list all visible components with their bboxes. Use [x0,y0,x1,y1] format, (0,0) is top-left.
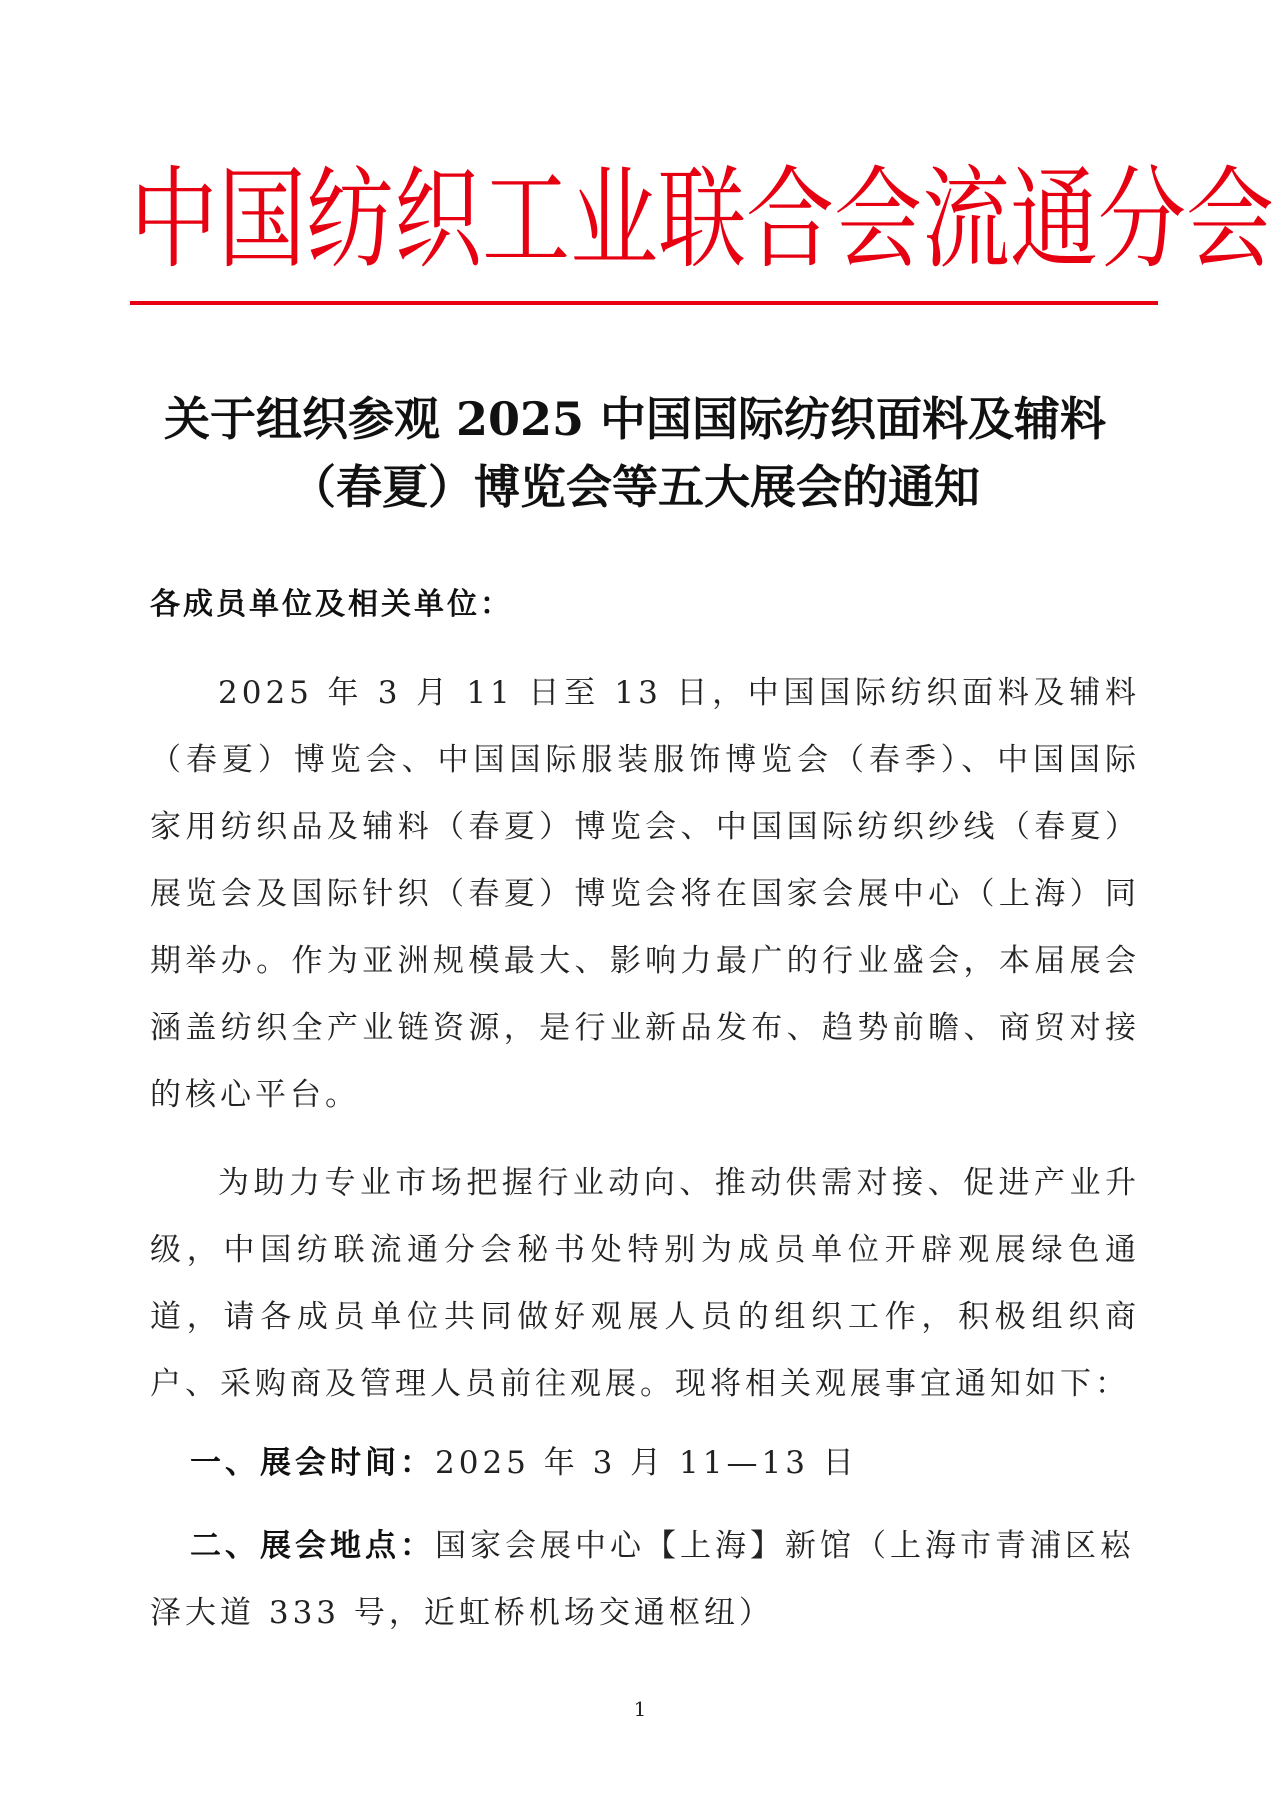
item-exhibition-venue-label: 二、展会地点： [190,1528,435,1564]
body-paragraph-2: 为助力专业市场把握行业动向、推动供需对接、促进产业升级，中国纺联流通分会秘书处特别为成员单位开辟观展绿色通道，请各成员单位共同做好观展人员的组织工作，积极组织商户、采购商及管理人员前往观展。现将相关观展事宜通知如下： [150,1165,1140,1402]
item-exhibition-time-label: 一、展会时间： [190,1445,435,1481]
masthead-title [130,145,1275,295]
salutation: 各成员单位及相关单位： [150,587,513,622]
item-exhibition-venue [150,1513,1140,1647]
item-exhibition-venue-value: 国家会展中心【上海】新馆（上海市青浦区崧泽大道 333 号，近虹桥机场交通枢纽） [150,1528,1135,1631]
masthead-text: 中国纺织工业联合会流通分会 [130,155,1275,284]
page-number: 1 [633,1697,647,1721]
document-title-line-2: （春夏）博览会等五大展会的通知 [290,460,980,514]
document-title [130,385,1140,521]
masthead-red-rule [130,301,1158,305]
body-paragraph-1: 2025 年 3 月 11 日至 13 日，中国国际纺织面料及辅料（春夏）博览会、中国国际服装服饰博览会（春季）、中国国际家用纺织品及辅料（春夏）博览会、中国国际纺织纱线（春夏）展览会及国际针织（春夏）博览会将在国家会展中心（上海）同期举办。作为亚洲规模最大、影响力最广的行业盛会，本届展会涵盖纺织全产业链资源，是行业新品发布、趋势前瞻、商贸对接的核心平台。 [150,675,1140,1113]
item-exhibition-time-value: 2025 年 3 月 11—13 日 [435,1445,858,1481]
item-exhibition-time [150,1430,1140,1497]
document-title-line-1: 关于组织参观 2025 中国国际纺织面料及辅料 [163,392,1107,446]
